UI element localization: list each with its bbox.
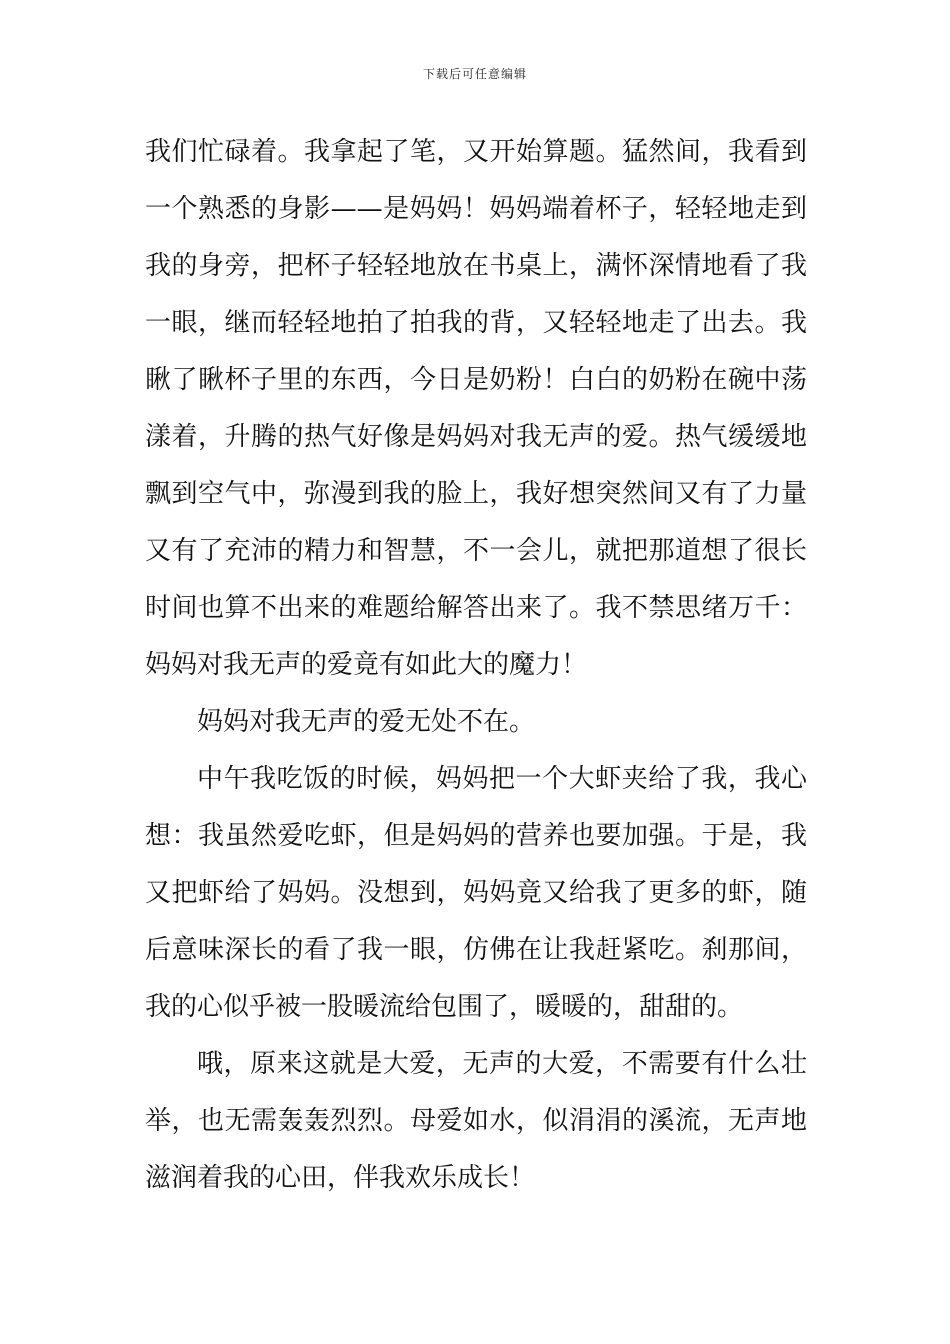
paragraph-first-line: 妈妈对我无声的爱无处不在。 bbox=[197, 707, 536, 737]
text-line: 我的心似乎被一股暖流给包围了，暖暖的，甜甜的。 bbox=[145, 992, 744, 1022]
text-line: 一个熟悉的身影——是妈妈！妈妈端着杯子，轻轻地走到 bbox=[145, 194, 807, 224]
text-line: 后意味深长的看了我一眼，仿佛在让我赶紧吃。刹那间， bbox=[145, 935, 807, 965]
text-line: 又把虾给了妈妈。没想到，妈妈竟又给我了更多的虾，随 bbox=[145, 878, 807, 908]
text-line: 飘到空气中，弥漫到我的脸上，我好想突然间又有了力量 bbox=[145, 479, 807, 509]
text-line: 又有了充沛的精力和智慧，不一会儿，就把那道想了很长 bbox=[145, 536, 807, 566]
text-line: 瞅了瞅杯子里的东西，今日是奶粉！白白的奶粉在碗中荡 bbox=[145, 365, 807, 395]
text-line: 想：我虽然爱吃虾，但是妈妈的营养也要加强。于是，我 bbox=[145, 821, 807, 851]
text-line: 举，也无需轰轰烈烈。母爱如水，似涓涓的溪流，无声地 bbox=[145, 1106, 807, 1136]
text-line: 一眼，继而轻轻地拍了拍我的背，又轻轻地走了出去。我 bbox=[145, 308, 807, 338]
text-line: 我的身旁，把杯子轻轻地放在书桌上，满怀深情地看了我 bbox=[145, 251, 807, 281]
page-header-note: 下载后可任意编辑 bbox=[422, 67, 527, 81]
text-line: 我们忙碌着。我拿起了笔，又开始算题。猛然间，我看到 bbox=[145, 137, 807, 167]
document-body bbox=[145, 128, 807, 1211]
text-line: 滋润着我的心田，伴我欢乐成长！ bbox=[145, 1163, 536, 1193]
paragraph-first-line: 中午我吃饭的时候，妈妈把一个大虾夹给了我，我心 bbox=[197, 764, 807, 794]
paragraph-first-line: 哦，原来这就是大爱，无声的大爱，不需要有什么壮 bbox=[197, 1049, 807, 1079]
text-line: 时间也算不出来的难题给解答出来了。我不禁思绪万千： bbox=[145, 593, 807, 623]
text-line: 妈妈对我无声的爱竟有如此大的魔力！ bbox=[145, 650, 588, 680]
text-line: 漾着，升腾的热气好像是妈妈对我无声的爱。热气缓缓地 bbox=[145, 422, 807, 452]
